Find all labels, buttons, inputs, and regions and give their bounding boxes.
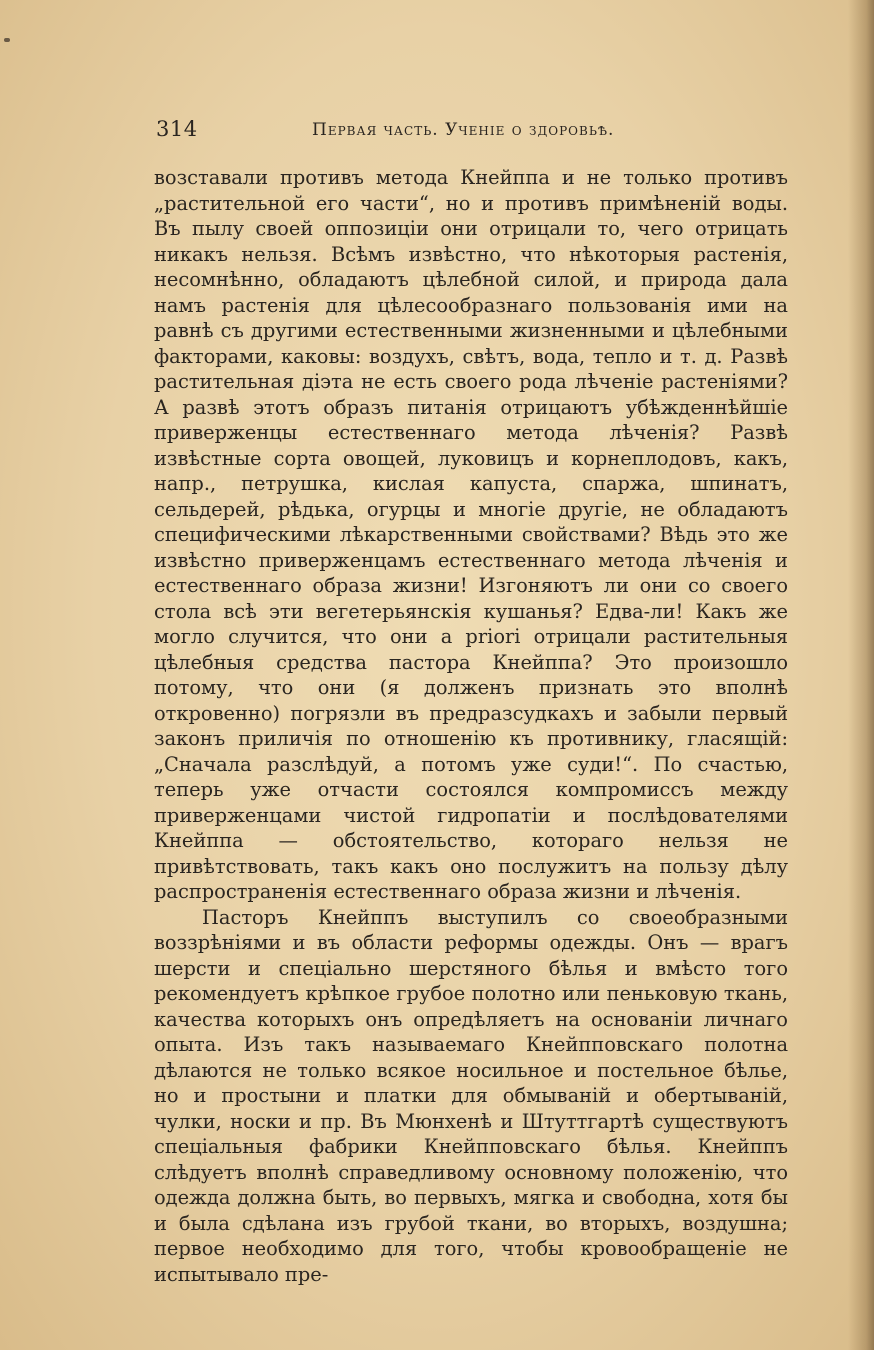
page-blemish [4, 38, 10, 42]
page-header [156, 117, 784, 147]
body-text [154, 165, 788, 1287]
page-number: 314 [156, 117, 198, 141]
paragraph-1: возставали противъ метода Кнейппа и не только противъ „растительной его части“, но и противъ примѣненій воды. Въ пылу своей оппозиціи они отрицали то, чего отрицать никакъ нельзя. Всѣмъ извѣстно, что нѣкоторыя растенія, несомнѣнно, обладаютъ цѣлебной силой, и природа дала намъ растенія для цѣлесообразнаго пользованія ими на равнѣ съ другими естественными жизненными и цѣлебными факторами, каковы: воздухъ, свѣтъ, вода, тепло и т. д. Развѣ растительная діэта не есть своего рода лѣченіе растеніями? А развѣ этотъ образъ питанія отрицаютъ убѣжденнѣйшіе приверженцы естественнаго метода лѣченія? Развѣ извѣстные сорта овощей, луковицъ и корнеплодовъ, какъ, напр., петрушка, кислая капуста, спаржа, шпинатъ, сельдерей, рѣдька, огурцы и многіе другіе, не обладаютъ специфическими лѣкарственными свойствами? Вѣдь это же извѣстно приверженцамъ естественнаго метода лѣченія и естественнаго образа жизни! Изгоняютъ ли они со своего стола всѣ эти вегетерьянскія кушанья? Едва-ли! Какъ же могло случится, что они a priori отрицали растительныя цѣлебныя средства пастора Кнейппа? Это произошло потому, что они (я долженъ признать это вполнѣ откровенно) погрязли въ предразсудкахъ и забыли первый законъ приличія по отношенію къ противнику, гласящій: „Сначала разслѣдуй, а потомъ уже суди!“. По счастью, теперь уже отчасти состоялся компромиссъ между приверженцами чистой гидропатіи и послѣдователями Кнейппа — обстоятельство, котораго нельзя не привѣтствовать, такъ какъ оно послужитъ на пользу дѣлу распространенія естественнаго образа жизни и лѣченія. [154, 166, 788, 903]
paragraph-2: Пасторъ Кнейппъ выступилъ со своеобразными воззрѣніями и въ области реформы одежды. Онъ — врагъ шерсти и спеціально шерстяного бѣлья и вмѣсто того рекомендуетъ крѣпкое грубое полотно или пеньковую ткань, качества которыхъ онъ опредѣляетъ на основаніи личнаго опыта. Изъ такъ называемаго Кнейпповскаго полотна дѣлаются не только всякое носильное и постельное бѣлье, но и простыни и платки для обмываній и обертываній, чулки, носки и пр. Въ Мюнхенѣ и Штуттгартѣ существуютъ спеціальныя фабрики Кнейпповскаго бѣлья. Кнейппъ слѣдуетъ вполнѣ справедливому основному положенію, что одежда должна быть, во первыхъ, мягка и свободна, хотя бы и была сдѣлана изъ грубой ткани, во вторыхъ, воздушна; первое необходимо для того, чтобы кровообращеніе не испытывало пре- [154, 905, 788, 1286]
running-head: Первая часть. Ученіе о здоровьѣ. [312, 120, 615, 140]
